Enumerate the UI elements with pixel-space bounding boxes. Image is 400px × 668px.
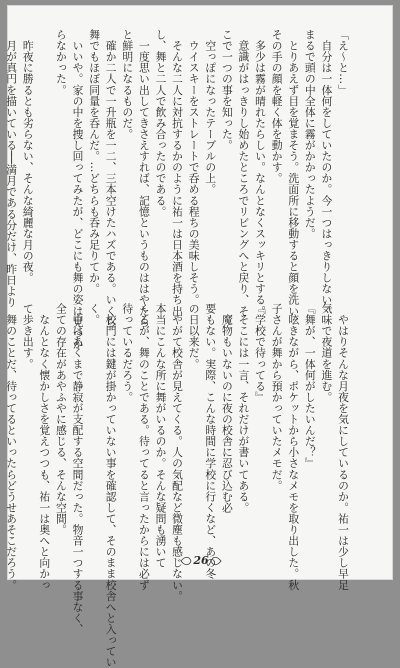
lower-text-block: やはりそんな月夜を気にしているのか。祐一は少し早足 気味で夜道を進む。 『舞が、一体何がしたいんだ？』 呟きながら、ポケットから小さなメモを取り出した。秋 子さんが舞から預かっていたメモだ。 『学校で待ってる』 そこには一言、それだけが書いてある。 魔物もいないのに夜の校舎に忍び込む必 要もない。実際、こんな時間に学校に行くなど、あの冬 の日以来だ。 やがて校舎が見えてくる。人の気配など微塵も感じない。 本当にこんな所に舞がいるのか。そんな疑問も湧いて くるが、舞のことである。待ってると言ったからには必ず 待っているだろう。 校門には鍵が掛かっていない事を確認して、そのまま校舎へと入ってい く。 中はあくまで静寂が支配する空間だった。物音一つする事なく、 全ての存在があやふやに感じる、そんな空間。 なんとなく懐かしさを覚えつつも、祐一は奥へと向かっ て歩き出す。 舞のことだ、待ってるといったらどうせあそこだろう。 — [5, 303, 350, 668]
page-number: 26 — [193, 554, 209, 567]
text-area — [5, 5, 393, 668]
book-page — [5, 5, 393, 668]
upper-text-block: 「え～と…」 自分は一体何をしていたのか。今一つはっきりしない。 まるで頭の中全体に霧がかかったようだ。 とりあえず目を覚まそう。洗面所に移動すると顔を洗い、 その手の顔を軽く体を動かす。 多少は霧が晴れたらしい。なんとなくスッキリとする。 意識がはっきりし始めたところでリビングへと戻り、そ こで一つの事を知った。 空っぽになったテーブルの上。 ウイスキーをストレートで呑める程ちの美味しそう。 そんな二人に対抗するかのように祐一は日本酒を持ち出 し、舞と二人で飲み合ったのである。 一度思い出してきさえすれば、記憶というものははやたら と鮮明になるものだ。 確か二人で一升瓶を一二、三本空けたハズである。いくら 舞でもほぼ同量を呑んだ。…どちらも呑み足りてか。 いいや。家の中を捜し回ってみたが、どこにも舞の姿は見つか らなかった。 昨夜に勝るとも劣らない、そんな綺麗な月の夜。 月が真円を描いている──満月である分だけ、昨日より — [5, 29, 350, 350]
